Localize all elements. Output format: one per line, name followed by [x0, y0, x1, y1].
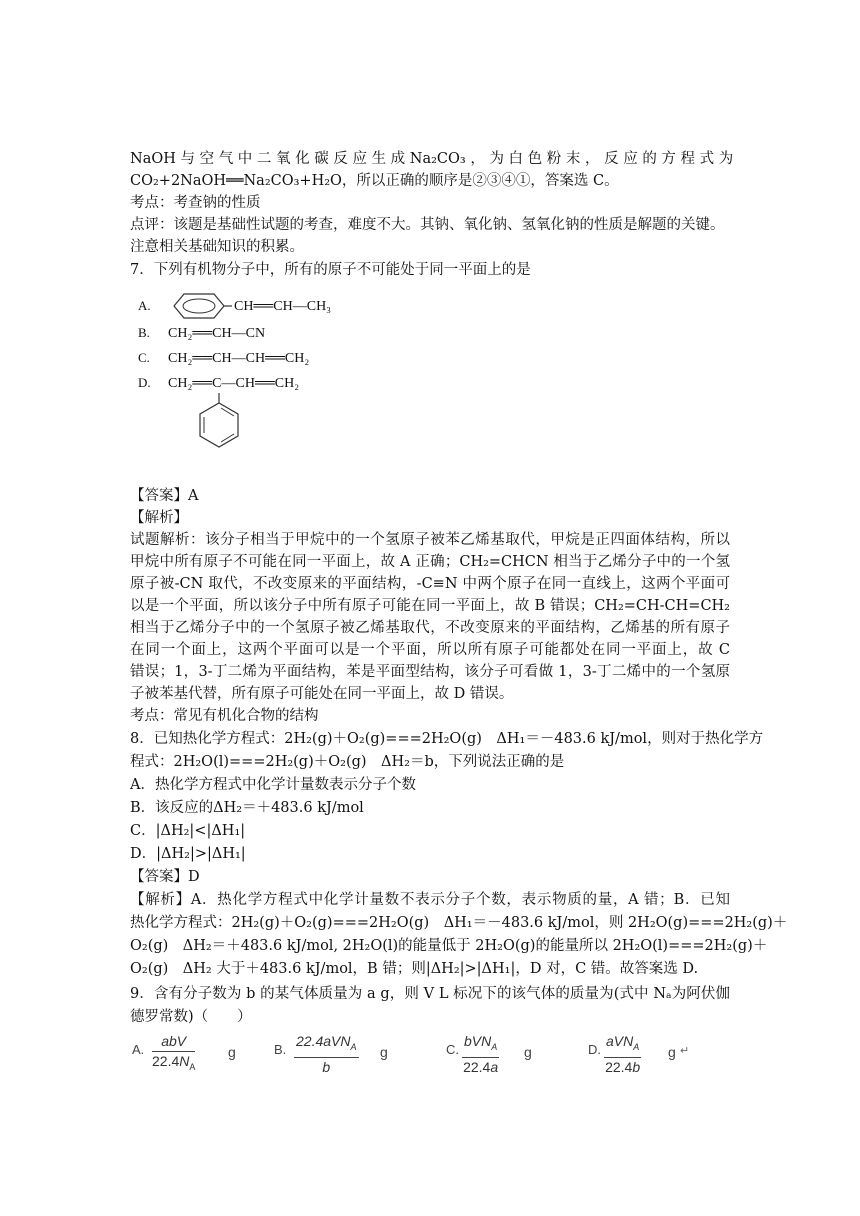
paragraph-mark: ↵: [680, 1045, 690, 1057]
option-letter: B.: [138, 325, 150, 340]
fraction-denominator: b: [322, 1058, 331, 1075]
analysis-text: 热化学方程式：2H₂(g)＋O₂(g)===2H₂O(g) ΔH₁＝－483.6 kJ/mol，则 2H₂O(g)===2H₂(g)＋: [130, 915, 788, 931]
review-text: 注意相关基础知识的积累。: [130, 239, 304, 255]
option-formula: CH₂══C—CH══CH₂: [168, 376, 300, 391]
analysis-label: 【解析】: [130, 510, 188, 526]
analysis-text: 原子被-CN 取代，不改变原来的平面结构，-C≡N 中两个原子在同一直线上，这两个平面可: [130, 576, 730, 592]
option-formula: CH₂══CH—CN: [168, 326, 266, 341]
question-8-stem: 程式：2H₂O(l)===2H₂(g)＋O₂(g) ΔH₂＝b，下列说法正确的是: [130, 754, 565, 770]
fraction: [604, 1032, 641, 1077]
unit-label: g: [380, 1044, 388, 1060]
analysis-text: O₂(g) ΔH₂ 大于＋483.6 kJ/mol，B 错；则|ΔH₂|>|ΔH₁|，D 对，C 错。故答案选 D.: [130, 961, 699, 977]
analysis-text: 甲烷中所有原子不可能在同一平面上，故 A 正确；CH₂=CHCN 相当于乙烯分子中的一个氢: [130, 554, 730, 570]
question-9-stem: 德罗常数)（ ）: [130, 1009, 252, 1025]
benzene-ring-icon: [166, 292, 232, 320]
fraction-numerator: bVN$_A$: [462, 1032, 499, 1058]
unit-label: g: [524, 1044, 532, 1060]
option-letter: A.: [132, 1042, 145, 1057]
option-letter: C.: [446, 1042, 459, 1057]
option-letter: D.: [588, 1042, 601, 1057]
analysis-text: 相当于乙烯分子中的一个氢原子被乙烯基取代，不改变原来的平面结构，乙烯基的所有原子: [130, 620, 730, 636]
option-formula: CH₂══CH—CH══CH₂: [168, 351, 310, 366]
unit-label: g: [668, 1044, 676, 1060]
option-text: D．|ΔH₂|>|ΔH₁|: [130, 846, 246, 862]
fraction-numerator: 22.4aVN$_A$: [294, 1032, 359, 1058]
exam-point: 考点：考查钠的性质: [130, 195, 261, 211]
analysis-text: 子被苯基代替，所有原子可能处在同一平面上，故 D 错误。: [130, 686, 514, 702]
option-letter: B.: [274, 1042, 287, 1057]
review-text: 点评：该题是基础性试题的考查，难度不大。其钠、氧化钠、氢氧化钠的性质是解题的关键。: [130, 217, 725, 233]
fraction: [294, 1032, 359, 1077]
fraction-numerator: aVN$_A$: [604, 1032, 641, 1058]
analysis-text: 以是一个平面，所以该分子中所有原子可能在同一平面上，故 B 错误；CH₂=CH-CH=CH₂: [130, 598, 730, 614]
option-letter: D.: [138, 375, 151, 390]
option-letter: A.: [138, 298, 151, 313]
fraction: [462, 1032, 499, 1077]
fraction-numerator: abV: [152, 1032, 195, 1052]
option-text: B．该反应的ΔH₂＝＋483.6 kJ/mol: [130, 800, 364, 816]
unit-label: g: [228, 1044, 236, 1060]
answer-label: 【答案】A: [130, 488, 199, 504]
question-7-stem: 7．下列有机物分子中，所有的原子不可能处于同一平面上的是: [130, 262, 531, 278]
analysis-text: 错误；1，3-丁二烯为平面结构，苯是平面型结构，该分子可看做 1，3-丁二烯中的一个氢原: [130, 664, 730, 680]
text-line: NaOH 与 空 气 中 二 氧 化 碳 反 应 生 成 Na₂CO₃ ， 为 白 色 粉 末 ， 反 应 的 方 程 式 为: [130, 151, 734, 167]
fraction-denominator: 22.4b: [605, 1058, 641, 1075]
text-line: CO₂+2NaOH══Na₂CO₃+H₂O，所以正确的顺序是②③④①，答案选 C。: [130, 173, 619, 189]
option-text: C．|ΔH₂|<|ΔH₁|: [130, 823, 246, 839]
analysis-text: O₂(g) ΔH₂＝＋483.6 kJ/mol, 2H₂O(l)的能量低于 2H₂O(g)的能量所以 2H₂O(l)===2H₂(g)＋: [130, 938, 768, 954]
option-formula: CH══CH—CH₃: [234, 299, 332, 314]
analysis-text: 在同一个面上，这两个平面可以是一个平面，所以所有原子可能都处在同一平面上，故 C: [130, 642, 730, 658]
fraction-denominator: $22.4N_A$: [152, 1053, 196, 1072]
option-letter: C.: [138, 350, 150, 365]
question-8-stem: 8．已知热化学方程式：2H₂(g)＋O₂(g)===2H₂O(g) ΔH₁＝－483.6 kJ/mol，则对于热化学方: [130, 731, 764, 747]
exam-point: 考点：常见有机化合物的结构: [130, 708, 319, 724]
question-9-stem: 9．含有分子数为 b 的某气体质量为 a g，则 V L 标况下的该气体的质量为(式中 Nₐ为阿伏伽: [130, 986, 730, 1002]
benzene-ring-icon: [196, 393, 242, 451]
analysis-text: 【解析】A．热化学方程式中化学计量数不表示分子个数，表示物质的量，A 错；B．已知: [130, 892, 730, 908]
fraction-denominator: 22.4a: [463, 1058, 499, 1075]
option-text: A．热化学方程式中化学计量数表示分子个数: [130, 777, 416, 793]
answer-label: 【答案】D: [130, 869, 200, 885]
fraction: [152, 1032, 195, 1077]
analysis-text: 试题解析：该分子相当于甲烷中的一个氢原子被苯乙烯基取代，甲烷是正四面体结构，所以: [130, 532, 730, 548]
